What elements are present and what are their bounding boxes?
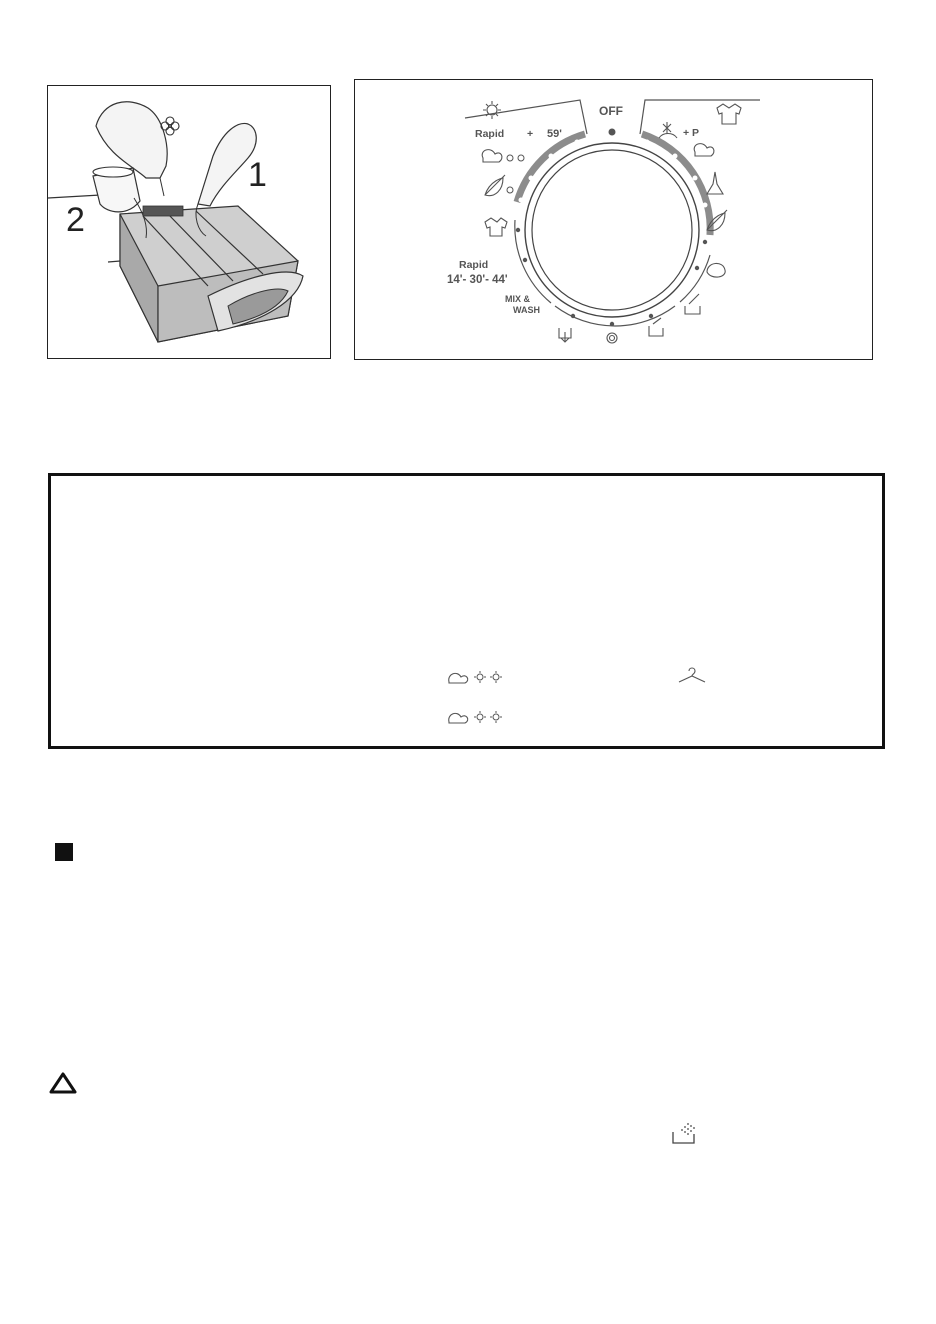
synthetic-sun-icon-2 — [447, 708, 507, 726]
drain-icon — [559, 328, 571, 342]
compartment-2-label: 2 — [66, 201, 85, 239]
flask-icon — [707, 172, 723, 194]
leaf-icon — [485, 175, 505, 196]
rinse-icon — [649, 318, 663, 336]
dial-inner-ring — [532, 150, 692, 310]
warning-triangle-icon — [49, 1072, 77, 1094]
rapid-59-label: Rapid — [475, 128, 505, 140]
cotton-sun-icon — [483, 101, 501, 119]
info-box — [48, 473, 885, 749]
hanger-icon — [677, 666, 707, 684]
mix-wash-line2: WASH — [513, 305, 540, 315]
shirt-small-icon — [485, 218, 507, 236]
wool-icon — [707, 263, 725, 277]
section-square-icon — [55, 843, 73, 861]
program-selector-dial — [354, 79, 873, 360]
program-dial-drawing — [355, 80, 872, 359]
dial-outer-ring — [525, 143, 699, 317]
dial-off-label: OFF — [599, 104, 623, 118]
delicate-cloud-icon — [694, 144, 714, 156]
synthetic-sun-icon — [447, 668, 507, 686]
synthetic-cloud-icon — [482, 150, 502, 162]
steam-icon — [659, 122, 677, 138]
rinse-shower-icon — [670, 1120, 698, 1146]
spin-icon — [610, 336, 615, 341]
rapid-short-times: 14'- 30'- 44' — [447, 274, 508, 286]
mix-wash-line1: MIX & — [505, 294, 531, 304]
dial-arc-right — [642, 134, 710, 235]
detergent-drawer-illustration — [47, 85, 331, 359]
detergent-drawer-drawing — [48, 86, 330, 358]
steam-plus-p-label: + P — [683, 127, 700, 139]
compartment-1-label: 1 — [248, 156, 267, 194]
hand-wash-icon — [685, 294, 700, 314]
shirt-icon — [717, 104, 741, 124]
rapid-short-label: Rapid — [459, 259, 489, 271]
rapid-59-plus: + — [527, 128, 534, 140]
rapid-59-time: 59' — [547, 128, 562, 140]
